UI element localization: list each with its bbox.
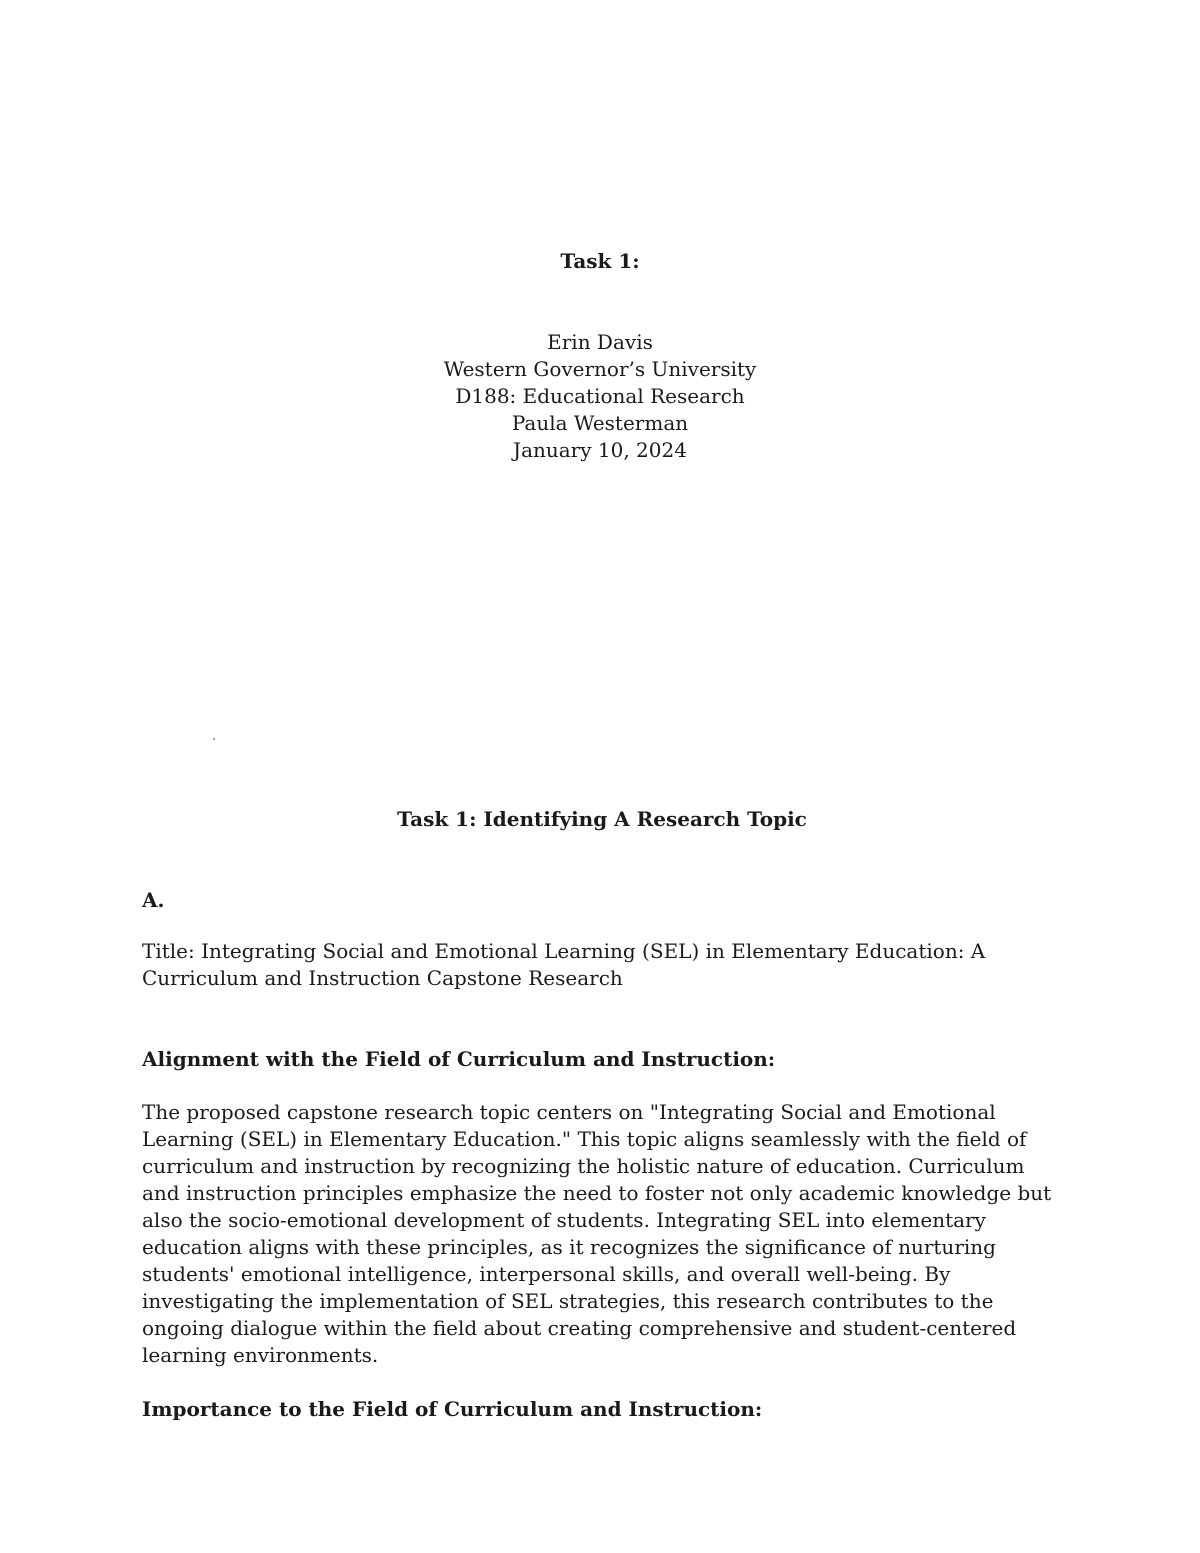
submission-date: January 10, 2024 xyxy=(513,438,687,462)
research-title: Title: Integrating Social and Emotional Learning (SEL) in Elementary Education: A Curriculum and Instruction Capstone Research xyxy=(142,939,986,990)
author-name: Erin Davis xyxy=(547,330,653,354)
institution-name: Western Governor’s University xyxy=(443,357,757,381)
cover-details xyxy=(0,329,1200,464)
alignment-paragraph: The proposed capstone research topic centers on "Integrating Social and Emotional Learning (SEL) in Elementary Education." This topic aligns seamlessly with the field of curriculum and instruction by recognizing the holistic nature of education. Curriculum and instruction principles emphasize the need to foster not only academic knowledge but also the socio-emotional development of students. Integrating SEL into elementary education aligns with these principles, as it recognizes the significance of nurturing students' emotional intelligence, interpersonal skills, and overall well-being. By investigating the implementation of SEL strategies, this research contributes to the ongoing dialogue within the field about creating comprehensive and student-centered learning environments. xyxy=(142,1100,1052,1367)
cover-heading: Task 1: xyxy=(560,249,640,273)
course-name: D188: Educational Research xyxy=(455,384,745,408)
importance-heading: Importance to the Field of Curriculum and Instruction: xyxy=(142,1397,763,1421)
instructor-name: Paula Westerman xyxy=(511,411,689,435)
stray-mark xyxy=(213,738,215,740)
section-label: A. xyxy=(142,888,165,912)
cover-block xyxy=(0,248,1200,464)
body-content xyxy=(142,806,1062,1423)
section-heading: Task 1: Identifying A Research Topic xyxy=(397,807,807,831)
alignment-heading: Alignment with the Field of Curriculum and Instruction: xyxy=(142,1047,776,1071)
